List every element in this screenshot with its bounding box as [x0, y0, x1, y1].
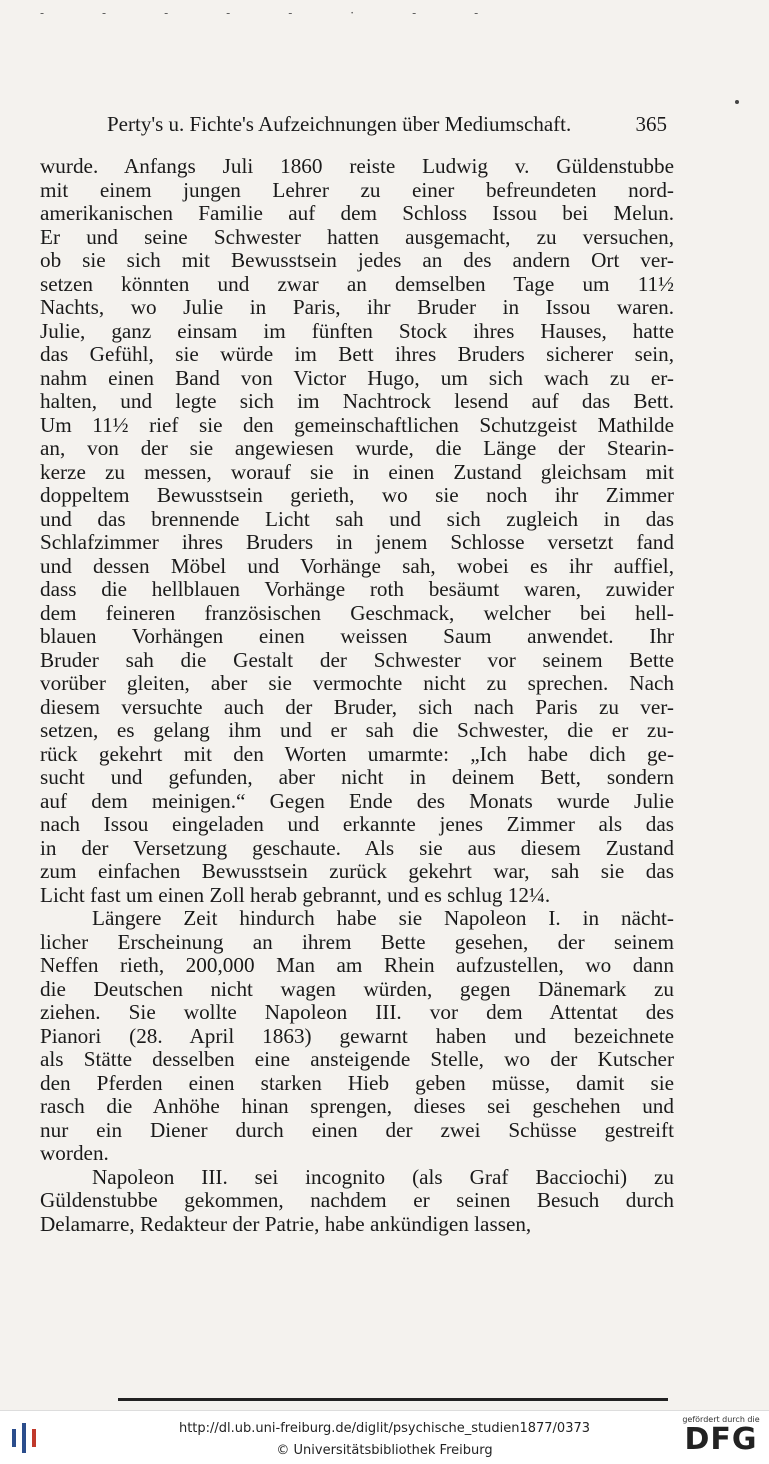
- running-header: [107, 112, 667, 142]
- text-line: als Stätte desselben eine ansteigende Stelle, wo der Kutscher: [40, 1048, 674, 1071]
- text-line: doppeltem Bewusstsein gerieth, wo sie noch ihr Zimmer: [40, 484, 674, 507]
- dfg-funded-by: gefördert durch die: [682, 1415, 760, 1424]
- text-line: und dessen Möbel und Vorhänge sah, wobei es ihr auffiel,: [40, 554, 674, 578]
- text-line: halten, und legte sich im Nachtrock lesend auf das Bett.: [40, 390, 674, 413]
- text-line: sucht und gefunden, aber nicht in deinem Bett, sondern: [40, 766, 674, 789]
- text-line: Napoleon III. sei incognito (als Graf Bacciochi) zu: [92, 1165, 674, 1189]
- text-line: Um 11½ rief sie den gemeinschaftlichen Schutzgeist Mathilde: [40, 413, 674, 437]
- body-text: [40, 155, 674, 1236]
- source-url[interactable]: http://dl.ub.uni-freiburg.de/diglit/psychische_studien1877/0373: [178, 1421, 591, 1436]
- text-line: den Pferden einen starken Hieb geben müsse, damit sie: [40, 1071, 674, 1095]
- copyright-notice: © Universitätsbibliothek Freiburg: [276, 1443, 493, 1458]
- text-line: Bruder sah die Gestalt der Schwester vor seinem Bette: [40, 648, 674, 672]
- text-line: Licht fast um einen Zoll herab gebrannt, und es schlug 12¼.: [40, 883, 551, 907]
- text-line: in der Versetzung geschaute. Als sie aus diesem Zustand: [40, 836, 674, 860]
- dfg-logo-text: DFG: [684, 1422, 758, 1457]
- text-line: Neffen rieth, 200,000 Man am Rhein aufzustellen, wo dann: [40, 954, 674, 977]
- text-line: Güldenstubbe gekommen, nachdem er seinen Besuch durch: [40, 1189, 674, 1212]
- text-line: und das brennende Licht sah und sich zugleich in das: [40, 507, 674, 531]
- text-line: licher Erscheinung an ihrem Bette gesehen, der seinem: [40, 930, 674, 954]
- text-line: Delamarre, Redakteur der Patrie, habe ankündigen lassen,: [40, 1212, 532, 1236]
- text-line: ob sie sich mit Bewusstsein jedes an des andern Ort ver-: [40, 249, 674, 272]
- text-line: amerikanischen Familie auf dem Schloss Issou bei Melun.: [40, 202, 674, 225]
- text-line: Längere Zeit hindurch habe sie Napoleon I. in nächt-: [92, 907, 674, 930]
- text-line: diesem versuchte auch der Bruder, sich nach Paris zu ver-: [40, 695, 674, 719]
- text-line: dass die hellblauen Vorhänge roth besäumt waren, zuwider: [40, 578, 674, 601]
- text-line: blauen Vorhängen einen weissen Saum anwendet. Ihr: [40, 625, 674, 648]
- text-line: nahm einen Band von Victor Hugo, um sich wach zu er-: [40, 366, 674, 390]
- text-line: zum einfachen Bewusstsein zurück gekehrt war, sah sie das: [40, 860, 674, 883]
- text-line: Julie, ganz einsam im fünften Stock ihres Hauses, hatte: [40, 319, 674, 343]
- scan-margin-marks: -----·--: [40, 6, 537, 20]
- text-line: nur ein Diener durch einen der zwei Schüsse gestreift: [40, 1118, 674, 1142]
- text-line: auf dem meinigen.“ Gegen Ende des Monats wurde Julie: [40, 789, 674, 813]
- text-line: wurde. Anfangs Juli 1860 reiste Ludwig v. Güldenstubbe: [40, 155, 674, 178]
- text-line: setzen, es gelang ihm und er sah die Schwester, die er zu-: [40, 719, 674, 742]
- text-line: rasch die Anhöhe hinan sprengen, dieses sei geschehen und: [40, 1095, 674, 1118]
- dfg-logo: [681, 1415, 761, 1461]
- text-line: worden.: [40, 1142, 109, 1165]
- text-line: die Deutschen nicht wagen würden, gegen Dänemark zu: [40, 977, 674, 1001]
- text-line: nach Issou eingeladen und erkannte jenes Zimmer als das: [40, 813, 674, 836]
- text-line: kerze zu messen, worauf sie in einen Zustand gleichsam mit: [40, 460, 674, 484]
- text-line: rück gekehrt mit den Worten umarmte: „Ich habe dich ge-: [40, 742, 674, 766]
- text-line: setzen könnten und zwar an demselben Tage um 11½: [40, 272, 674, 296]
- text-line: Schlafzimmer ihres Bruders in jenem Schlosse versetzt fand: [40, 531, 674, 554]
- text-line: vorüber gleiten, aber sie vermochte nicht zu sprechen. Nach: [40, 672, 674, 695]
- text-line: ziehen. Sie wollte Napoleon III. vor dem Attentat des: [40, 1001, 674, 1024]
- running-title: Perty's u. Fichte's Aufzeichnungen über Mediumschaft.: [107, 112, 572, 136]
- text-line: Pianori (28. April 1863) gewarnt haben und bezeichnete: [40, 1024, 674, 1048]
- page-number: 365: [635, 112, 667, 136]
- text-line: dem feineren französischen Geschmack, welcher bei hell-: [40, 601, 674, 625]
- text-line: Nachts, wo Julie in Paris, ihr Bruder in Issou waren.: [40, 296, 674, 319]
- text-line: das Gefühl, sie würde im Bett ihres Bruders sicherer sein,: [40, 343, 674, 366]
- text-line: mit einem jungen Lehrer zu einer befreundeten nord-: [40, 178, 674, 202]
- bottom-rule: [118, 1398, 668, 1401]
- text-line: an, von der sie angewiesen wurde, die Länge der Stearin-: [40, 437, 674, 460]
- viewer-footer: [0, 1410, 769, 1464]
- scan-speck: [735, 100, 739, 104]
- text-line: Er und seine Schwester hatten ausgemacht, zu versuchen,: [40, 225, 674, 249]
